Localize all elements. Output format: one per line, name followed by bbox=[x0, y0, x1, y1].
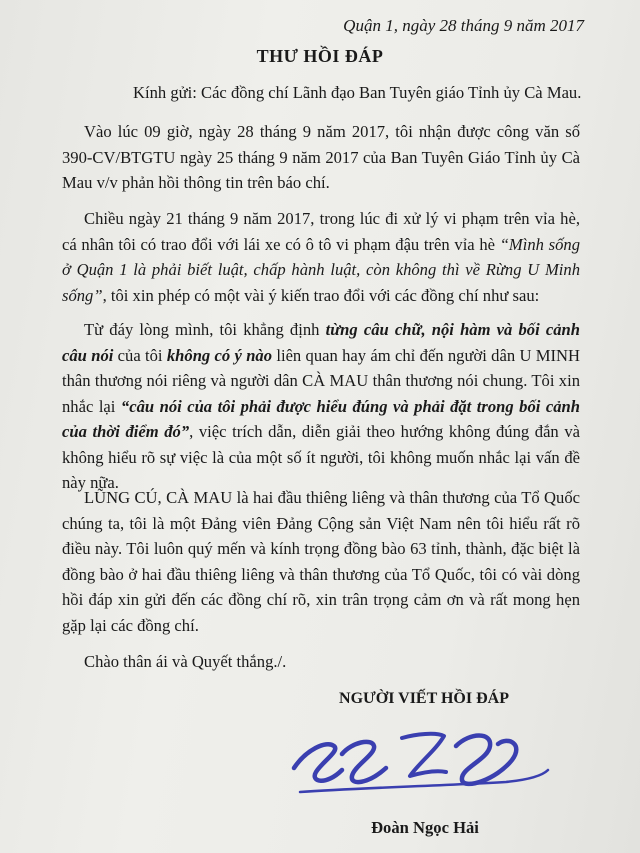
paragraph-2-quote: “Mình sống ở Quận 1 là phải biết luật, chấp hành luật, còn không thì về Rừng U Minh sống” bbox=[62, 234, 580, 305]
paragraph-3 bbox=[62, 317, 580, 496]
greeting-line: Kính gửi: Các đồng chí Lãnh đạo Ban Tuyên giáo Tỉnh ủy Cà Mau. bbox=[133, 83, 582, 102]
handwritten-signature bbox=[286, 710, 556, 810]
paragraph-3-emphasis-3: “câu nói của tôi phải được hiểu đúng và phải đặt trong bối cảnh của thời điểm đó” bbox=[62, 396, 580, 441]
closing-line: Chào thân ái và Quyết thắng./. bbox=[84, 652, 287, 671]
paragraph-3-text-a: Từ đáy lòng mình, tôi khẳng định bbox=[84, 320, 326, 339]
paragraph-3-text-c: liên quan hay ám chỉ đến người dân U MINH thân thương nói riêng và người dân CÀ MAU thân thương nói chung. Tôi xin nhắc lại bbox=[62, 345, 580, 416]
paragraph-4: LŨNG CÚ, CÀ MAU là hai đầu thiêng liêng và thân thương của Tổ Quốc chúng ta, tôi là một Đảng viên Đảng Cộng sản Việt Nam nên tôi hiểu rất rõ điều này. Tôi luôn quý mến và kính trọng đồng bào 63 tỉnh, thành, đặc biệt là đồng bào ở hai đầu thiêng liêng và thân thương của Tổ Quốc, tôi có vài dòng hồi đáp xin gửi đến các đồng chí rõ, xin trân trọng cảm ơn và rất mong hẹn gặp lại các đồng chí. bbox=[62, 488, 580, 635]
date-line: Quận 1, ngày 28 tháng 9 năm 2017 bbox=[343, 16, 584, 35]
signature-title: NGƯỜI VIẾT HỒI ĐÁP bbox=[339, 690, 509, 707]
paragraph-2-text-a: Chiều ngày 21 tháng 9 năm 2017, trong lúc đi xử lý vi phạm trên vỉa hè, cá nhân tôi có trao đổi với lái xe có ô tô vi phạm đậu trên vỉa hè bbox=[62, 209, 580, 254]
paragraph-2 bbox=[62, 206, 580, 308]
paragraph-3-text-b: của tôi bbox=[113, 345, 167, 365]
signature-strokes bbox=[294, 734, 548, 792]
paragraph-2-text-b: , tôi xin phép có một vài ý kiến trao đổi với các đồng chí như sau: bbox=[102, 285, 540, 305]
paragraph-3-emphasis-1: từng câu chữ, nội hàm và bối cảnh câu nói bbox=[62, 320, 580, 365]
paragraph-1: Vào lúc 09 giờ, ngày 28 tháng 9 năm 2017, tôi nhận được công văn số 390-CV/BTGTU ngày 25 tháng 9 năm 2017 của Ban Tuyên Giáo Tỉnh ủy Cà Mau v/v phản hồi thông tin trên báo chí. bbox=[62, 122, 580, 192]
signature-stroke-1 bbox=[294, 744, 342, 781]
signer-name: Đoàn Ngọc Hải bbox=[371, 818, 479, 837]
signature-stroke-3 bbox=[402, 734, 446, 776]
signature-stroke-2 bbox=[342, 742, 386, 782]
signature-stroke-4 bbox=[456, 736, 516, 784]
paragraph-3-text-d: , việc trích dẫn, diễn giải theo hướng không đúng đắn và không hiểu rõ sự việc là của một số ít người, tôi không muốn nhắc lại vấn đề này nữa. bbox=[62, 422, 580, 492]
paragraph-3-emphasis-2: không có ý nào bbox=[166, 345, 273, 365]
letter-title: THƯ HỒI ĐÁP bbox=[256, 46, 384, 66]
